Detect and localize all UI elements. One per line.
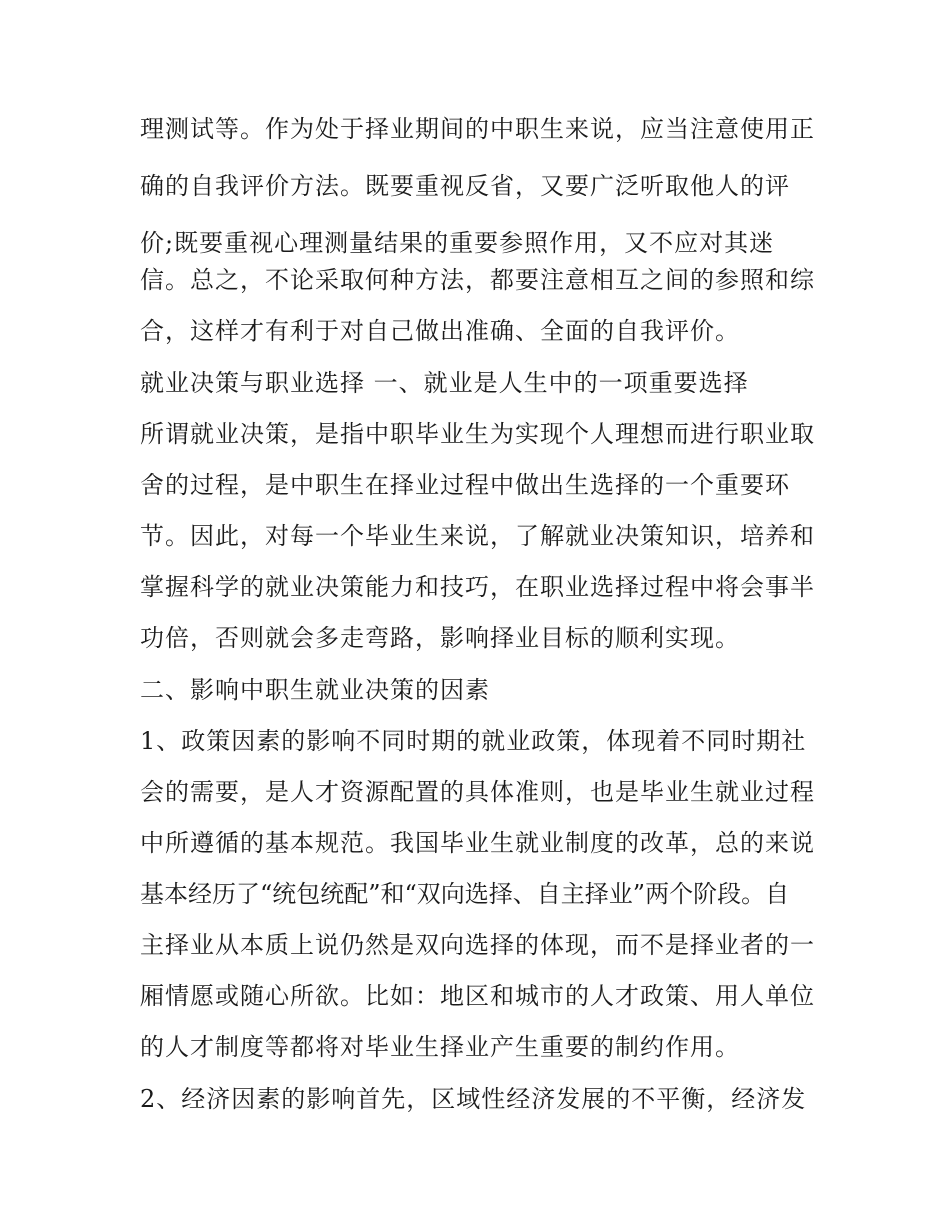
text-line: 理测试等。作为处于择业期间的中职生来说，应当注意使用正: [140, 115, 815, 143]
text-line: 舍的过程，是中职生在择业过程中做出生选择的一个重要环: [140, 471, 790, 499]
text-line: 价;既要重视心理测量结果的重要参照作用，又不应对其迷: [140, 229, 775, 257]
text-line: 的人才制度等都将对毕业生择业产生重要的制约作用。: [140, 1033, 740, 1061]
text-line: 所谓就业决策，是指中职毕业生为实现个人理想而进行职业取: [140, 420, 815, 448]
text-line: 掌握科学的就业决策能力和技巧，在职业选择过程中将会事半: [140, 573, 815, 601]
text-line: 合，这样才有利于对自己做出准确、全面的自我评价。: [140, 317, 740, 345]
text-line: 功倍，否则就会多走弯路，影响择业目标的顺利实现。: [140, 624, 740, 652]
text-line: 中所遵循的基本规范。我国毕业生就业制度的改革，总的来说: [140, 829, 815, 857]
text-line: 2、经济因素的影响首先，区域性经济发展的不平衡，经济发: [140, 1085, 807, 1113]
text-line: 信。总之，不论采取何种方法，都要注意相互之间的参照和综: [140, 266, 815, 294]
text-line: 厢情愿或随心所欲。比如：地区和城市的人才政策、用人单位: [140, 982, 815, 1010]
section-heading: 二、影响中职生就业决策的因素: [140, 676, 490, 704]
text-line: 主择业从本质上说仍然是双向选择的体现，而不是择业者的一: [140, 931, 815, 959]
text-line: 确的自我评价方法。既要重视反省，又要广泛听取他人的评: [140, 172, 790, 200]
text-line: 会的需要，是人才资源配置的具体准则，也是毕业生就业过程: [140, 778, 815, 806]
text-line: 1、政策因素的影响不同时期的就业政策，体现着不同时期社: [140, 727, 807, 755]
section-heading: 就业决策与职业选择 一、就业是人生中的一项重要选择: [140, 369, 749, 397]
text-line: 节。因此，对每一个毕业生来说，了解就业决策知识，培养和: [140, 522, 815, 550]
text-line: 基本经历了“统包统配”和“双向选择、自主择业”两个阶段。自: [140, 880, 790, 908]
